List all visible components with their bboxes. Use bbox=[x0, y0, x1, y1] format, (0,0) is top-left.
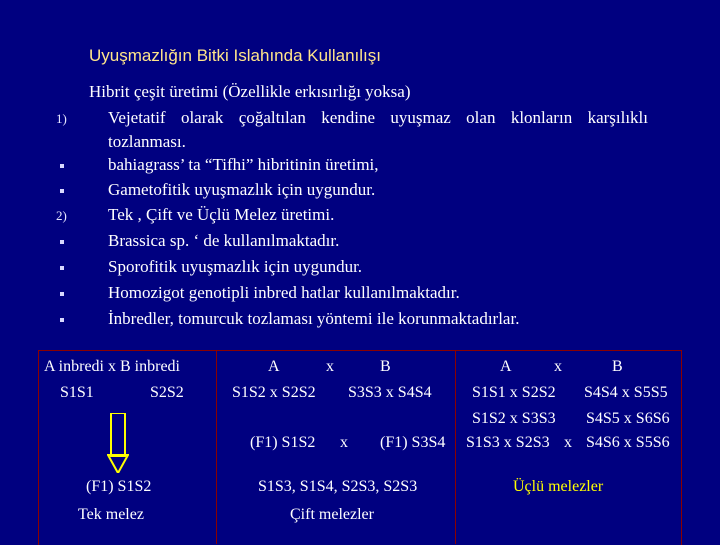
list-marker: 1) bbox=[56, 111, 67, 126]
intro-line: Hibrit çeşit üretimi (Özellikle erkısırlığı yoksa) bbox=[89, 82, 411, 101]
cross-b-genotypes: S3S3 x S4S4 bbox=[348, 384, 432, 401]
list-item bbox=[0, 132, 720, 156]
list-item-text: bahiagrass’ ta “Tifhi” hibritinin üretimi, bbox=[108, 155, 379, 174]
list-item-text: Gametofitik uyuşmazlık için uygundur. bbox=[108, 180, 376, 199]
f1-genotype: (F1) S1S2 bbox=[86, 478, 152, 495]
triple-cross-row: S1S3 x S2S3 bbox=[466, 434, 550, 451]
list-marker: 2) bbox=[56, 208, 67, 223]
list-item-text: Brassica sp. ‘ de kullanılmaktadır. bbox=[108, 231, 340, 250]
triple-cross-row: S1S1 x S2S2 bbox=[472, 384, 556, 401]
parent-genotype-a: S1S1 bbox=[60, 384, 94, 401]
triple-cross-row: S1S2 x S3S3 bbox=[472, 410, 556, 427]
bullet-icon bbox=[60, 189, 64, 193]
list-item-text: Sporofitik uyuşmazlık için uygundur. bbox=[108, 257, 363, 276]
arrow-down-icon bbox=[107, 413, 129, 473]
word: olan bbox=[466, 108, 496, 127]
list-item-text: İnbredler, tomurcuk tozlaması yöntemi ile korunmaktadırlar. bbox=[108, 309, 520, 328]
parent-b-label: B bbox=[612, 358, 623, 375]
list-item bbox=[0, 155, 720, 179]
word: kendine bbox=[321, 108, 376, 127]
word: uyuşmaz bbox=[390, 108, 451, 127]
panel-divider bbox=[455, 350, 456, 544]
word: olarak bbox=[180, 108, 224, 127]
parent-a-label: A bbox=[500, 358, 512, 375]
cross-symbol: x bbox=[340, 434, 348, 451]
word: çoğaltılan bbox=[238, 108, 306, 127]
parent-b-label: B bbox=[380, 358, 391, 375]
triple-cross-row: S4S5 x S6S6 bbox=[586, 410, 670, 427]
list-item bbox=[0, 180, 720, 204]
cross-a-genotypes: S1S2 x S2S2 bbox=[232, 384, 316, 401]
double-cross-progeny: S1S3, S1S4, S2S3, S2S3 bbox=[258, 478, 418, 495]
single-cross-header: A inbredi x B inbredi bbox=[44, 358, 180, 375]
list-item-text bbox=[108, 108, 648, 128]
word: karşılıklı bbox=[587, 108, 649, 127]
bullet-icon bbox=[60, 240, 64, 244]
list-item-text: Tek , Çift ve Üçlü Melez üretimi. bbox=[108, 205, 335, 224]
parent-genotype-b: S2S2 bbox=[150, 384, 184, 401]
list-item bbox=[0, 283, 720, 307]
list-item bbox=[0, 257, 720, 281]
triple-cross-result: Üçlü melezler bbox=[513, 478, 604, 495]
word: klonların bbox=[510, 108, 573, 127]
list-item bbox=[0, 108, 720, 132]
parent-a-label: A bbox=[268, 358, 280, 375]
bullet-icon bbox=[60, 266, 64, 270]
triple-cross-row: S4S4 x S5S5 bbox=[584, 384, 668, 401]
list-item bbox=[0, 231, 720, 255]
list-item bbox=[0, 205, 720, 229]
panel-divider bbox=[216, 350, 217, 544]
f1-a-genotype: (F1) S1S2 bbox=[250, 434, 316, 451]
bullet-icon bbox=[60, 292, 64, 296]
bullet-icon bbox=[60, 318, 64, 322]
list-item-text: Homozigot genotipli inbred hatlar kullanılmaktadır. bbox=[108, 283, 460, 302]
cross-symbol: x bbox=[564, 434, 572, 451]
list-item bbox=[0, 309, 720, 333]
cross-symbol: x bbox=[554, 358, 562, 375]
word: Vejetatif bbox=[108, 108, 166, 127]
list-item-text: tozlanması. bbox=[108, 132, 186, 151]
slide-title: Uyuşmazlığın Bitki Islahında Kullanılışı bbox=[89, 46, 381, 65]
bullet-icon bbox=[60, 164, 64, 168]
f1-b-genotype: (F1) S3S4 bbox=[380, 434, 446, 451]
triple-cross-row: S4S6 x S5S6 bbox=[586, 434, 670, 451]
single-cross-result: Tek melez bbox=[78, 506, 144, 523]
cross-symbol: x bbox=[326, 358, 334, 375]
double-cross-result: Çift melezler bbox=[290, 506, 374, 523]
